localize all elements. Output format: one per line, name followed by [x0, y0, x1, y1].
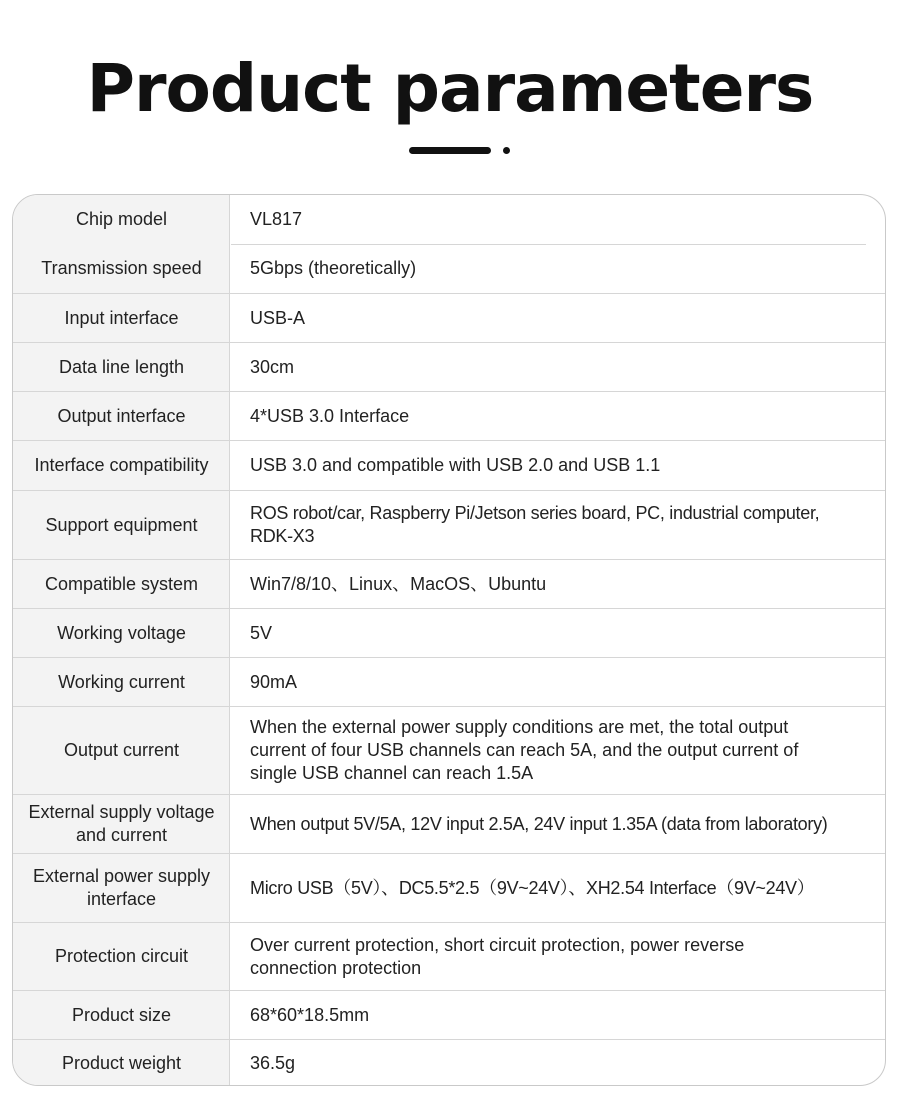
- table-row: [13, 392, 886, 441]
- param-value: USB 3.0 and compatible with USB 2.0 and USB 1.1: [250, 455, 661, 475]
- param-label: Support equipment: [45, 514, 198, 535]
- param-value: 5Gbps (theoretically): [250, 258, 417, 278]
- param-value: ROS robot/car, Raspberry Pi/Jetson series board, PC, industrial computer, RDK-X3: [250, 503, 820, 546]
- table-row: [13, 1040, 886, 1086]
- table-row: [13, 560, 886, 609]
- param-label: Working current: [58, 671, 185, 692]
- table-row: [13, 609, 886, 658]
- param-label: Compatible system: [44, 573, 199, 594]
- param-label: Working voltage: [57, 622, 186, 643]
- param-value: 90mA: [250, 671, 298, 692]
- table-row: [13, 658, 886, 707]
- param-value: VL817: [250, 209, 303, 229]
- table-row: [13, 343, 886, 392]
- table-row: [13, 707, 886, 795]
- param-label: Product size: [71, 1004, 172, 1025]
- param-value: 68*60*18.5mm: [250, 1004, 370, 1025]
- page-title: Product parameters: [86, 50, 814, 127]
- param-value: Win7/8/10、Linux、MacOS、Ubuntu: [250, 573, 547, 594]
- table-row: [13, 195, 886, 244]
- param-value: 36.5g: [250, 1052, 296, 1073]
- table-row: [13, 854, 886, 923]
- param-value: 4*USB 3.0 Interface: [250, 405, 410, 426]
- table-row: [13, 491, 886, 560]
- param-label: External power supply interface: [32, 866, 211, 909]
- param-label: Input interface: [64, 307, 179, 328]
- param-label: Data line length: [58, 356, 185, 377]
- param-value: When the external power supply conditions are met, the total output current of four USB channels can reach 5A, and the output current of single USB channel can reach 1.5A: [250, 717, 799, 783]
- param-label: Output current: [63, 740, 180, 760]
- param-label: External supply voltage and current: [28, 802, 215, 845]
- title-underline-bar: [409, 147, 491, 154]
- param-label: Transmission speed: [41, 258, 202, 278]
- param-value: Micro USB（5V）、DC5.5*2.5（9V~24V）、XH2.54 Interface（9V~24V）: [250, 877, 815, 898]
- param-value: When output 5V/5A, 12V input 2.5A, 24V input 1.35A (data from laboratory): [250, 813, 828, 834]
- param-value: USB-A: [250, 307, 306, 328]
- table-row: [13, 923, 886, 991]
- table-row: [13, 244, 886, 294]
- param-label: Chip model: [75, 209, 168, 229]
- param-value: Over current protection, short circuit protection, power reverse connection protection: [250, 934, 745, 978]
- param-label: Protection circuit: [54, 946, 189, 966]
- param-label: Product weight: [61, 1052, 182, 1073]
- table-row: [13, 991, 886, 1040]
- param-value: 30cm: [250, 356, 295, 377]
- param-label: Interface compatibility: [34, 455, 209, 475]
- title-underline-dot: [503, 147, 510, 154]
- param-label: Output interface: [57, 405, 186, 426]
- param-value: 5V: [250, 622, 273, 643]
- parameters-table: [12, 194, 886, 1086]
- table-row: [13, 441, 886, 491]
- table-row: [13, 795, 886, 854]
- table-row: [13, 294, 886, 343]
